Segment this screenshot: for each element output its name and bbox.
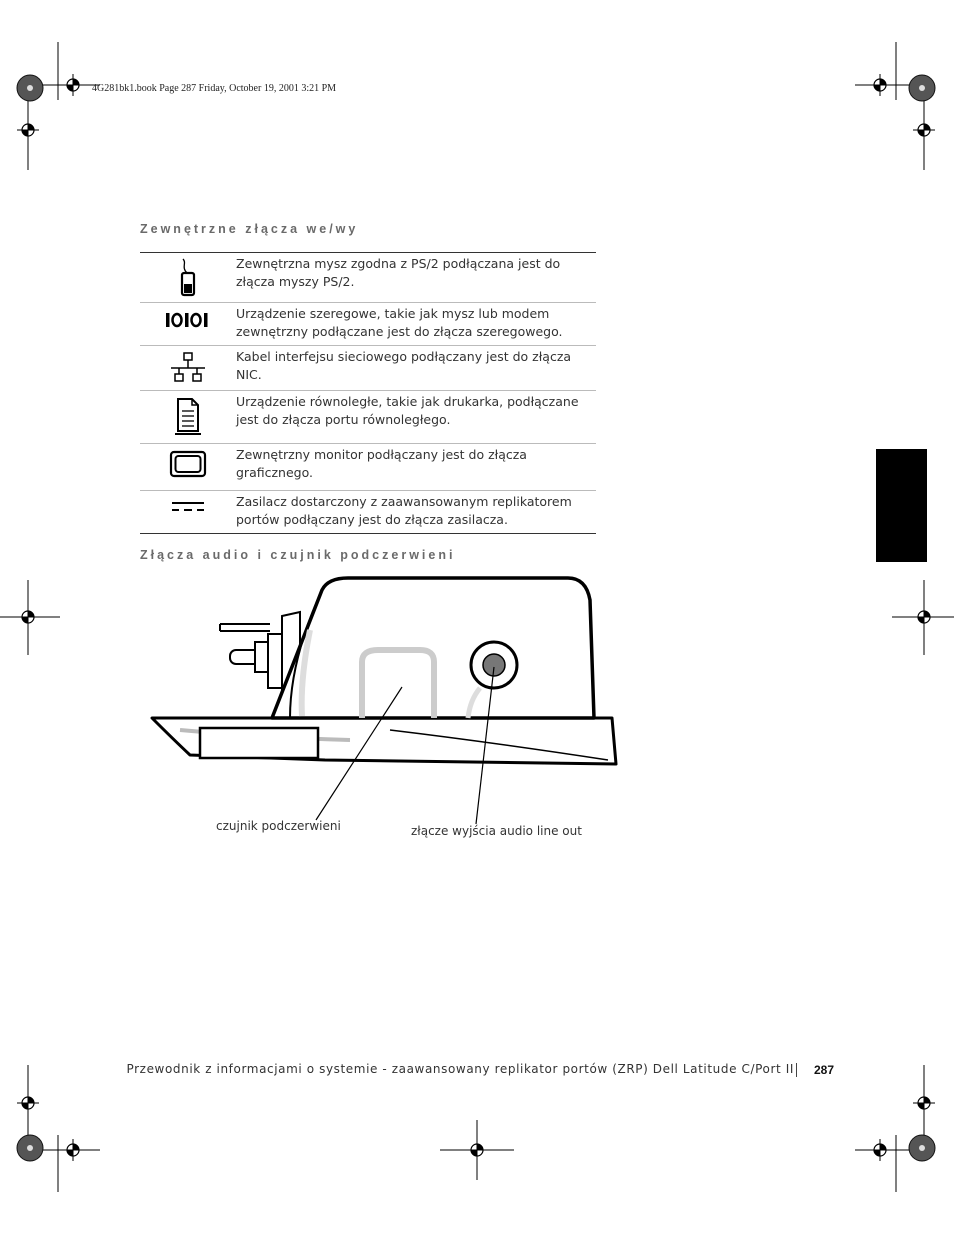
callout-ir-sensor: czujnik podczerwieni	[216, 819, 341, 833]
chapter-tab	[876, 449, 927, 562]
connector-text-parallel: Urządzenie równoległe, takie jak drukarka, podłączane jest do złącza portu równoległego.	[236, 394, 579, 427]
print-header: 4G281bk1.book Page 287 Friday, October 19, 2001 3:21 PM	[92, 83, 337, 94]
port-replicator-illustration	[150, 570, 630, 850]
section-title-audio-ir: Złącza audio i czujnik podczerwieni	[140, 548, 456, 562]
connector-table	[140, 252, 596, 534]
mouse-icon	[140, 253, 236, 302]
footer-title: Przewodnik z informacjami o systemie - zaawansowany replikator portów (ZRP) Dell Latitude C/Port II	[126, 1062, 794, 1076]
connector-text-video: Zewnętrzny monitor podłączany jest do złącza graficznego.	[236, 447, 527, 480]
serial-port-icon	[140, 303, 236, 345]
callout-audio-line-out: złącze wyjścia audio line out	[411, 824, 582, 838]
connector-text-power: Zasilacz dostarczony z zaawansowanym replikatorem portów podłączany jest do złącza zasilacza.	[236, 494, 572, 527]
section-title-io-connectors: Zewnętrzne złącza we/wy	[140, 222, 359, 236]
connector-text-mouse: Zewnętrzna mysz zgodna z PS/2 podłączana jest do złącza myszy PS/2.	[236, 256, 561, 289]
dc-power-icon	[140, 491, 236, 533]
connector-row-video	[140, 444, 596, 491]
connector-row-network	[140, 346, 596, 391]
connector-row-mouse	[140, 253, 596, 303]
parallel-printer-icon	[140, 391, 236, 443]
network-icon	[140, 346, 236, 390]
connector-row-serial	[140, 303, 596, 346]
connector-row-parallel	[140, 391, 596, 444]
connector-row-power	[140, 491, 596, 534]
page-number: 287	[814, 1063, 835, 1077]
monitor-icon	[140, 444, 236, 490]
connector-text-network: Kabel interfejsu sieciowego podłączany jest do złącza NIC.	[236, 349, 572, 382]
footer-separator	[796, 1063, 797, 1077]
connector-text-serial: Urządzenie szeregowe, takie jak mysz lub modem zewnętrzny podłączane jest do złącza szeregowego.	[236, 306, 563, 339]
